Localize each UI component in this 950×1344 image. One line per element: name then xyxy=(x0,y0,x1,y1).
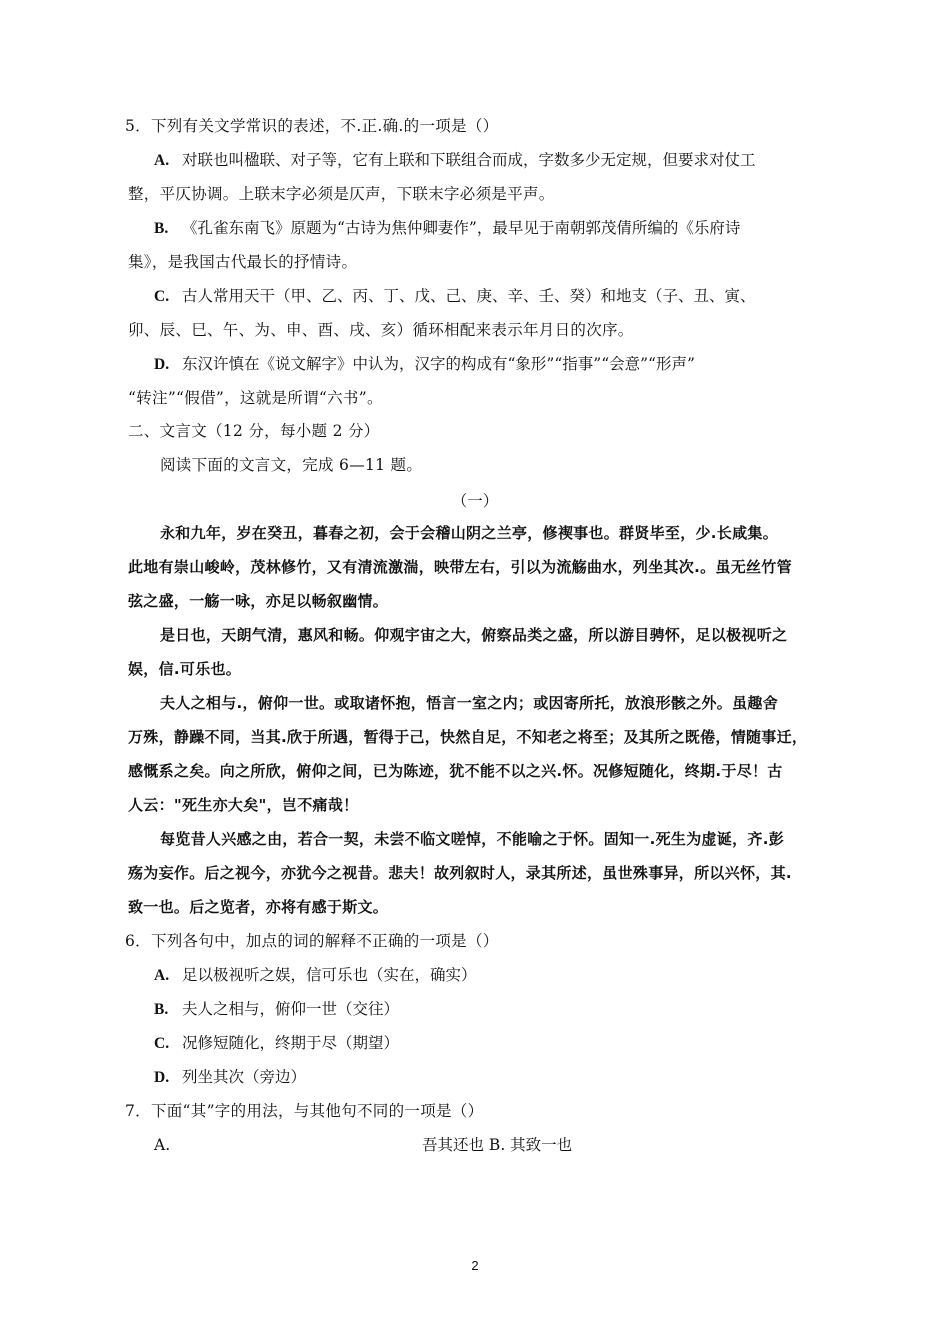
passage-line: 每览昔人兴感之由，若合一契，未尝不临文嗟悼，不能喻之于怀。固知一.死生为虚诞，齐.彭 xyxy=(160,830,785,848)
option-text: 《孔雀东南飞》原题为“古诗为焦仲卿妻作”，最早见于南朝郭茂倩所编的《乐府诗 xyxy=(182,219,741,237)
q6-option-c xyxy=(154,1033,399,1054)
option-letter: B. xyxy=(154,1001,169,1018)
page-number: 2 xyxy=(471,1258,479,1273)
section-heading: 二、文言文（12 分，每小题 2 分） xyxy=(128,422,380,440)
section-instruction: 阅读下面的文言文，完成 6—11 题。 xyxy=(160,456,423,474)
passage-line: 致一也。后之览者，亦将有感于斯文。 xyxy=(128,898,389,916)
q6-option-a xyxy=(154,965,477,986)
q7-option-a-text: 吾其还也 B. 其致一也 xyxy=(422,1136,573,1154)
option-text: 东汉许慎在《说文解字》中认为，汉字的构成有“象形”“指事”“会意”“形声” xyxy=(182,355,695,373)
passage-line: 殇为妄作。后之视今，亦犹今之视昔。悲夫！故列叙时人，录其所述，虽世殊事异，所以兴怀，其. xyxy=(128,864,792,882)
passage-line: 万殊，静躁不同，当其.欣于所遇，暂得于己，快然自足，不知老之将至；及其所之既倦，情随事迁， xyxy=(128,728,808,746)
q5-option-c-continued: 卯、辰、巳、午、为、申、酉、戌、亥）循环相配来表示年月日的次序。 xyxy=(128,321,634,339)
option-letter: D. xyxy=(154,356,170,373)
q5-option-d-continued: “转注”“假借”，这就是所谓“六书”。 xyxy=(128,389,383,407)
option-text: 况修短随化，终期于尽（期望） xyxy=(182,1034,400,1052)
option-text: 对联也叫楹联、对子等，它有上联和下联组合而成，字数多少无定规，但要求对仗工 xyxy=(182,151,756,169)
q5-option-b xyxy=(154,218,740,239)
option-text: 足以极视听之娱，信可乐也（实在，确实） xyxy=(182,966,477,984)
passage-line: 感慨系之矣。向之所欣，俯仰之间，已为陈迹，犹不能不以之兴.怀。况修短随化，终期.于尽！古 xyxy=(128,762,783,780)
option-text: 夫人之相与，俯仰一世（交往） xyxy=(182,1000,400,1018)
option-letter: A. xyxy=(154,152,170,169)
option-letter: B. xyxy=(154,220,169,237)
option-text: 列坐其次（旁边） xyxy=(182,1068,307,1086)
q5-stem: 5．下列有关文学常识的表述，不.正.确.的一项是（） xyxy=(125,117,499,135)
passage-line: 弦之盛，一觞一咏，亦足以畅叙幽情。 xyxy=(128,592,389,610)
passage-line: 此地有崇山峻岭，茂林修竹，又有清流激湍，映带左右，引以为流觞曲水，列坐其次.。虽无丝竹管 xyxy=(128,558,792,576)
passage-line: 人云："死生亦大矣"，岂不痛哉！ xyxy=(128,796,359,814)
q5-option-a-continued: 整，平仄协调。上联末字必须是仄声，下联末字必须是平声。 xyxy=(128,185,555,203)
option-letter: A. xyxy=(154,967,170,984)
q5-option-b-continued: 集》，是我国古代最长的抒情诗。 xyxy=(128,253,358,271)
q6-option-d xyxy=(154,1067,306,1088)
option-text: 古人常用天干（甲、乙、丙、丁、戊、己、庚、辛、壬、癸）和地支（子、丑、寅、 xyxy=(182,287,756,305)
option-letter: D. xyxy=(154,1069,170,1086)
passage-line: 娱，信.可乐也。 xyxy=(128,660,242,678)
part-title: （一） xyxy=(451,492,499,510)
passage-line: 永和九年，岁在癸丑，暮春之初，会于会稽山阴之兰亭，修禊事也。群贤毕至，少.长咸集。 xyxy=(160,524,779,542)
q5-option-a xyxy=(154,150,756,171)
q5-option-c xyxy=(154,286,756,307)
option-letter: C. xyxy=(154,1035,170,1052)
q6-stem: 6．下列各句中，加点的词的解释不正确的一项是（） xyxy=(125,932,499,950)
q5-option-d xyxy=(154,354,695,375)
q7-option-a-letter: A. xyxy=(154,1136,171,1154)
q7-stem: 7．下面“其”字的用法，与其他句不同的一项是（） xyxy=(125,1102,484,1120)
passage-line: 夫人之相与.，俯仰一世。或取诸怀抱，悟言一室之内；或因寄所托，放浪形骸之外。虽趣舍 xyxy=(160,694,779,712)
passage-line: 是日也，天朗气清，惠风和畅。仰观宇宙之大，俯察品类之盛，所以游目骋怀，足以极视听之 xyxy=(160,626,788,644)
option-letter: C. xyxy=(154,288,170,305)
q6-option-b xyxy=(154,999,399,1020)
